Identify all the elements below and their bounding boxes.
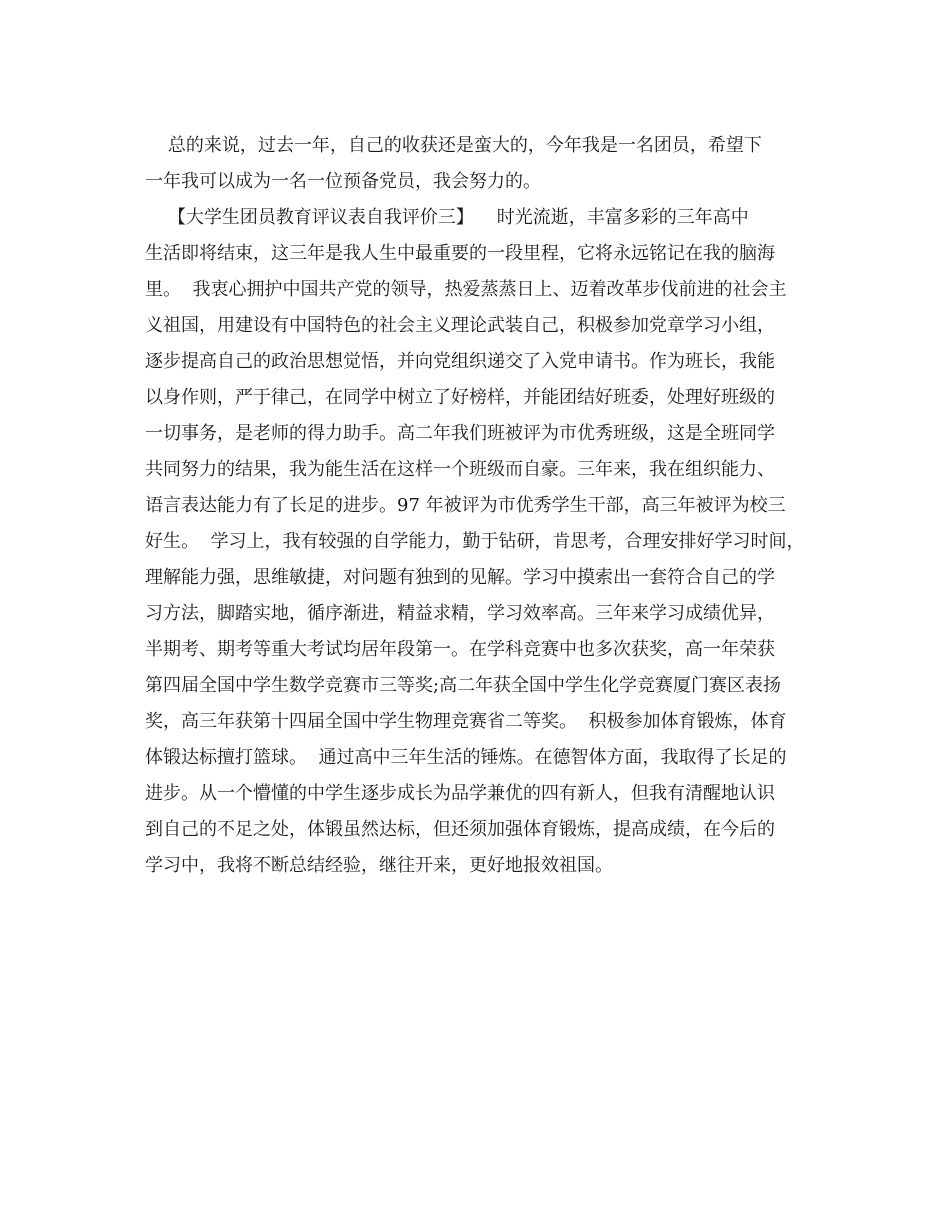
text-line: 共同努力的结果，我为能生活在这样一个班级而自豪。三年来，我在组织能力、 <box>145 459 775 480</box>
text-line: 半期考、期考等重大考试均居年段第一。在学科竞赛中也多次获奖，高一年荣获 <box>145 639 775 660</box>
text-line: 【大学生团员教育评议表自我评价三】 时光流逝，丰富多彩的三年高中 <box>145 207 749 228</box>
text-line: 逐步提高自己的政治思想觉悟，并向党组织递交了入党申请书。作为班长，我能 <box>145 351 775 372</box>
text-line: 一切事务，是老师的得力助手。高二年我们班被评为市优秀班级，这是全班同学 <box>145 423 775 444</box>
text-line: 体锻达标擅打篮球。 通过高中三年生活的锤炼。在德智体方面，我取得了长足的 <box>145 747 787 768</box>
text-line: 生活即将结束，这三年是我人生中最重要的一段里程，它将永远铭记在我的脑海 <box>145 243 775 264</box>
text-line: 理解能力强，思维敏捷，对问题有独到的见解。学习中摸索出一套符合自己的学 <box>145 567 775 588</box>
text-line: 义祖国，用建设有中国特色的社会主义理论武装自己，积极参加党章学习小组， <box>145 315 775 336</box>
body-text <box>145 128 835 884</box>
text-line: 进步。从一个懵懂的中学生逐步成长为品学兼优的四有新人，但我有清醒地认识 <box>145 783 775 804</box>
text-line: 语言表达能力有了长足的进步。97 年被评为市优秀学生干部，高三年被评为校三 <box>145 495 786 516</box>
text-line: 到自己的不足之处，体锻虽然达标，但还须加强体育锻炼，提高成绩，在今后的 <box>145 819 775 840</box>
text-line: 第四届全国中学生数学竞赛市三等奖;高二年获全国中学生化学竞赛厦门赛区表扬 <box>145 675 782 696</box>
text-line: 里。 我衷心拥护中国共产党的领导，热爱蒸蒸日上、迈着改革步伐前进的社会主 <box>145 279 787 300</box>
text-line: 习方法，脚踏实地，循序渐进，精益求精，学习效率高。三年来学习成绩优异， <box>145 603 775 624</box>
text-line: 好生。 学习上，我有较强的自学能力，勤于钻研，肯思考，合理安排好学习时间， <box>145 531 805 552</box>
text-line: 总的来说，过去一年，自己的收获还是蛮大的，今年我是一名团员，希望下 <box>145 135 762 156</box>
text-line: 奖，高三年获第十四届全国中学生物理竞赛省二等奖。 积极参加体育锻炼，体育 <box>145 711 787 732</box>
text-line: 以身作则，严于律己，在同学中树立了好榜样，并能团结好班委，处理好班级的 <box>145 387 775 408</box>
text-line: 一年我可以成为一名一位预备党员，我会努力的。 <box>145 171 541 192</box>
text-line: 学习中，我将不断总结经验，继往开来，更好地报效祖国。 <box>145 855 613 876</box>
